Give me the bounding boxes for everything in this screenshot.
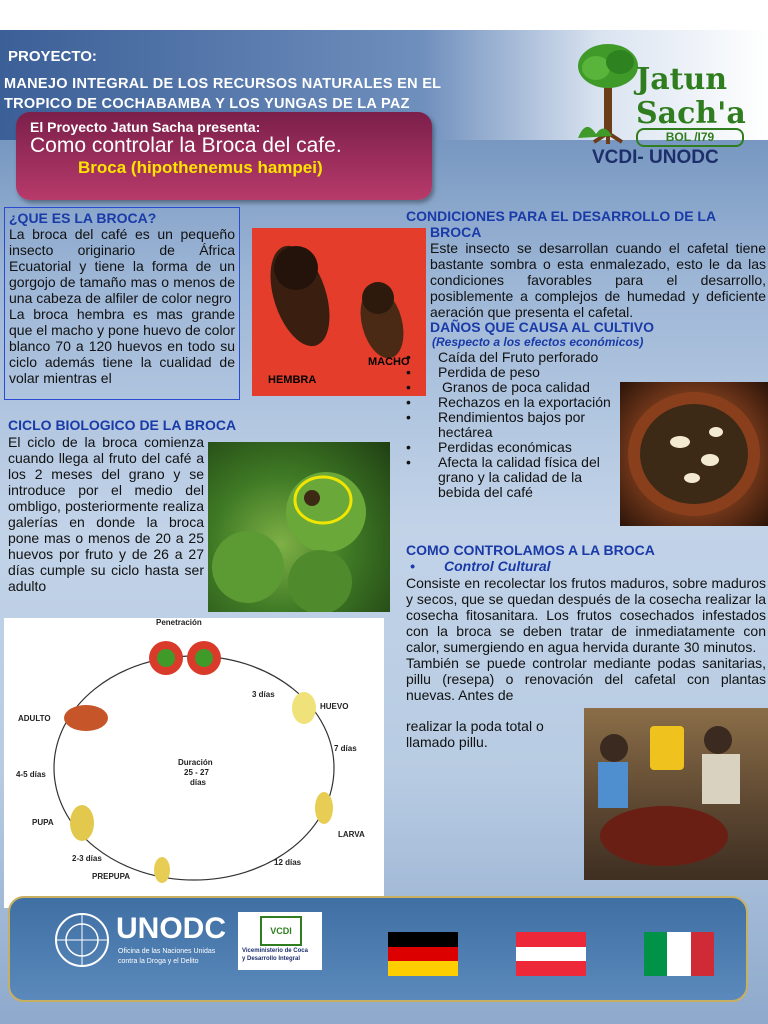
germany-flag-icon: [388, 932, 458, 976]
list-item: • Perdidas económicas: [402, 440, 614, 455]
sponsor-footer: [8, 896, 748, 1002]
control-method: [410, 558, 551, 574]
duration-range: 25 - 27: [184, 768, 209, 777]
life-cycle-diagram: [4, 618, 384, 908]
danos-heading: DAÑOS QUE CAUSA AL CULTIVO: [430, 319, 655, 335]
tree-icon: [574, 38, 644, 148]
project-title: [4, 74, 441, 114]
logo-name-line1: Jatun: [636, 62, 728, 97]
condiciones-text: Este insecto se desarrollan cuando el cafetal tiene bastante sombra o esta enmalezado, esto le da las condiciones favorables para el desarrollo, posiblemente a complejos de humedad y deficiente aeración que presenta el cafetal.: [430, 240, 766, 320]
fruit-cross-section: [620, 382, 768, 526]
un-emblem-icon: [52, 910, 112, 970]
logo-org: VCDI- UNODC: [592, 147, 719, 168]
ciclo-text: El ciclo de la broca comienza cuando llega al fruto del café a los 2 meses del grano y se introduce por el medio del ombligo, posteriormente realiza galerías en donde la broca pone mas o menos de 20 a 25 huevos por fruto y de 26 a 27 días cumple su ciclo hasta ser adulto: [8, 434, 204, 594]
vcdi-badge: VCDI: [260, 916, 302, 946]
harvest-illustration: [584, 708, 768, 880]
control-method-label: Control Cultural: [444, 558, 551, 574]
female-label: HEMBRA: [268, 374, 317, 386]
banner-title: Como controlar la Broca del cafe.: [30, 134, 342, 157]
poster: [0, 30, 768, 1024]
ciclo-heading: CICLO BIOLOGICO DE LA BROCA: [8, 417, 237, 433]
duration-label: Duración: [178, 758, 213, 767]
duration-3-dias: 3 días: [252, 690, 275, 699]
austria-flag-icon: [516, 932, 586, 976]
control-para2: [406, 655, 766, 703]
stage-prepupa: PREPUPA: [92, 872, 131, 881]
list-item: • Rechazos en la exportación: [402, 395, 614, 410]
list-item: • Afecta la calidad física del grano y la calidad de la bebida del café: [402, 455, 614, 500]
duration-12-dias: 12 días: [274, 858, 302, 867]
stage-huevo: HUEVO: [320, 702, 349, 711]
duration-4-5-dias: 4-5 días: [16, 770, 46, 779]
beetle-photo: [252, 228, 426, 396]
condiciones-heading-line1: CONDICIONES PARA EL DESARROLLO DE LA: [406, 208, 717, 224]
control-para1: Consiste en recolectar los frutos maduros, sobre maduros y secos, que se quedan después de la cosecha realizar la cosecha fitosanitara. Los frutos cosechados infestados con la broca se deben tratar de inmediatamente con calor, sumergiendo en agua hervida durante 30 minutos.: [406, 575, 766, 655]
list-item: • Caída del Fruto perforado: [402, 350, 614, 365]
beetle-illustration: [252, 228, 426, 396]
duration-7-dias: 7 días: [334, 744, 357, 753]
condiciones-heading: [406, 208, 762, 240]
project-title-line1: MANEJO INTEGRAL DE LOS RECURSOS NATURALES EN EL: [4, 76, 442, 92]
condiciones-heading-line2: BROCA: [430, 224, 482, 240]
vcdi-logo: [238, 912, 322, 970]
project-label: PROYECTO:: [8, 48, 97, 65]
list-item: • Rendimientos bajos por hectárea: [402, 410, 614, 440]
que-es-para2: La broca hembra es mas grande que el macho y pone huevo de color blanco 70 a 120 huevos en todo su ciclo además tiene la cualidad de volar mientras el: [9, 306, 235, 386]
duration-2-3-dias: 2-3 días: [72, 854, 102, 863]
stage-penetracion: Penetración: [156, 618, 202, 627]
male-label: MACHO: [368, 356, 410, 368]
harvest-photo: [584, 708, 768, 880]
que-es-box: [4, 207, 240, 400]
project-title-line2: TROPICO DE COCHABAMBA Y LOS YUNGAS DE LA PAZ: [4, 96, 410, 112]
italy-flag-icon: [644, 932, 714, 976]
stage-larva: LARVA: [338, 830, 365, 839]
que-es-para1: La broca del café es un pequeño insecto originario de África Ecuatorial y tiene la forma de un gorgojo de tamaño mas o menos de una cabeza de alfiler de color negro: [9, 226, 235, 306]
danos-subheading: (Respecto a los efectos económicos): [432, 335, 644, 349]
coffee-berries-photo: [208, 442, 390, 612]
banner-presenter: El Proyecto Jatun Sacha presenta:: [30, 119, 261, 135]
unodc-sub1: Oficina de las Naciones Unidas: [118, 948, 216, 955]
danos-list: [402, 350, 614, 500]
control-heading: COMO CONTROLAMOS A LA BROCA: [406, 542, 655, 558]
coffee-berries-illustration: [208, 442, 390, 612]
stage-adulto: ADULTO: [18, 714, 51, 723]
bullet-icon: •: [410, 558, 415, 574]
unodc-name: UNODC: [116, 912, 226, 945]
logo-name-line2: Sach'a: [636, 96, 746, 131]
banner-subtitle: Broca (hipothenemus hampei): [78, 158, 323, 177]
infested-fruit-photo: [620, 382, 768, 526]
control-para2-a: También se puede controlar mediante podas sanitarias, pillu (resepa) o renovación del cafetal con plantas nuevas. Antes de: [406, 655, 766, 703]
vcdi-line1: Viceministerio de Coca: [242, 948, 308, 954]
control-para2-c: llamado pillu.: [406, 734, 488, 750]
logo-code-badge: BOL /I79: [636, 128, 744, 147]
list-item: • Perdida de peso: [402, 365, 614, 380]
vcdi-line2: y Desarrollo Integral: [242, 956, 301, 962]
que-es-heading: ¿QUE ES LA BROCA?: [9, 210, 157, 226]
duration-unit: días: [190, 778, 207, 787]
unodc-sub2: contra la Droga y el Delito: [118, 958, 199, 965]
stage-pupa: PUPA: [32, 818, 54, 827]
control-para2-b: realizar la poda total o: [406, 718, 544, 734]
list-item: • Granos de poca calidad: [402, 380, 614, 395]
